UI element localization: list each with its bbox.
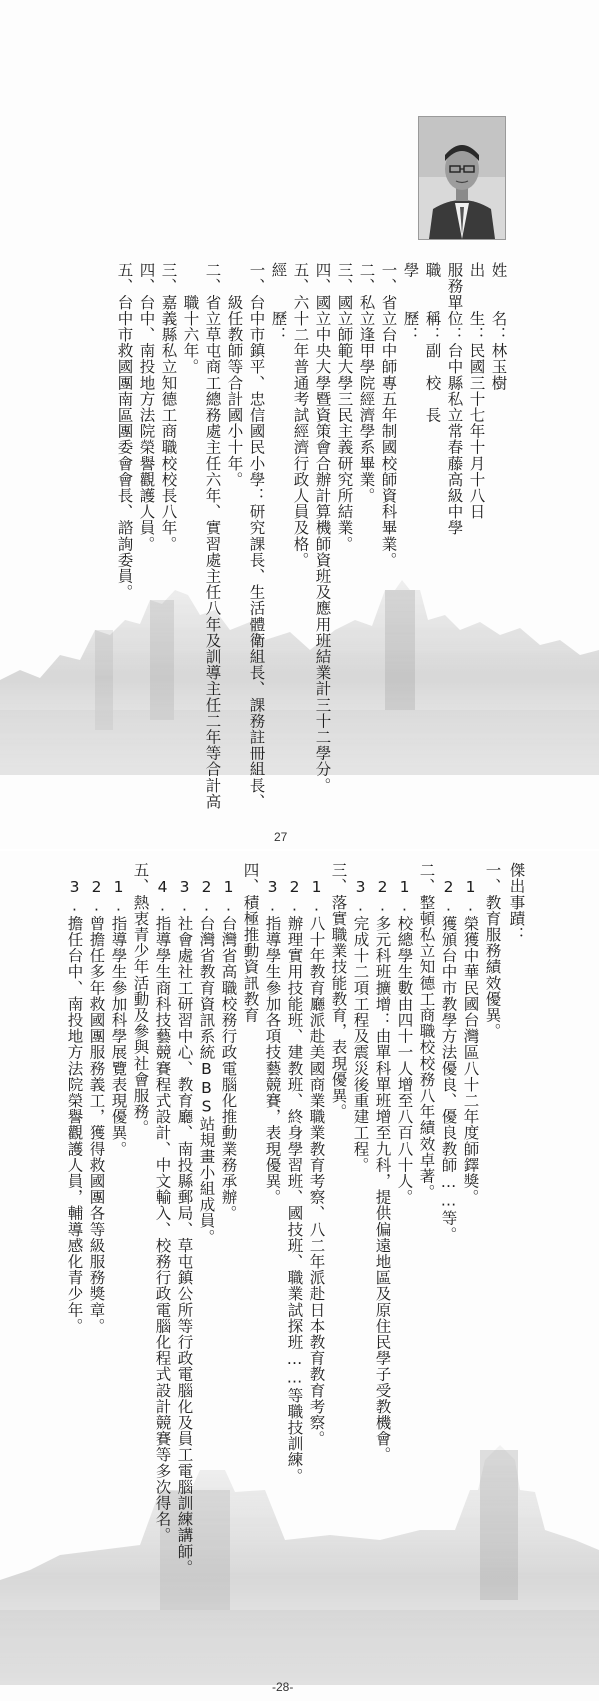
achievement-line: 五、熱衷青少年活動及參與社會服務。 [131, 862, 150, 1136]
skyline-background-image [0, 560, 599, 775]
achievement-line: 2.獲頒台中市教學方法優良、優良教師……等。 [439, 862, 458, 1243]
achievement-line: 2.台灣省教育資訊系統BBS站規畫小組成員。 [197, 862, 216, 1245]
achievement-line: 3.完成十二項工程及震災後重建工程。 [351, 862, 370, 1173]
experience-item-continued: 級任教師等合計國小十年。 [225, 262, 244, 488]
job-title-line: 職 稱：副 校 長 [423, 262, 442, 423]
achievement-line: 1.八十年教育廳派赴美國商業職業教育考察、八二年派赴日本教育教育考察。 [307, 862, 326, 1447]
page-28 [0, 850, 599, 1701]
achievement-line: 2.曾擔任多年救國團服務義工，獲得救國團各等級服務獎章。 [87, 862, 106, 1334]
achievement-line: 1.指導學生參加科學展覽表現優異。 [109, 862, 128, 1157]
education-item: 五、六十二年普通考試經濟行政人員及格。 [291, 262, 310, 568]
education-item: 一、省立台中師專五年制國校師資科畢業。 [379, 262, 398, 568]
experience-item: 二、省立草屯商工總務處主任六年、實習處主任八年及訓導主任二年等合計高 [203, 262, 222, 810]
experience-heading: 經 歷： [269, 262, 288, 343]
birth-line: 出 生：民國三十七年十月十八日 [467, 262, 486, 520]
page-number: 27 [274, 830, 288, 844]
achievement-line: 一、教育服務績效優異。 [483, 862, 502, 1040]
education-heading: 學 歷： [401, 262, 420, 343]
achievement-line: 四、積極推動資訊教育 [241, 862, 260, 1023]
achievement-line: 4.指導學生商科技藝競賽程式設計、中文輸入、校務行政電腦化程式設計競賽等多次得名。 [153, 862, 172, 1544]
achievement-line: 二、整頓私立知德工商職校校務八年績效卓著。 [417, 862, 436, 1201]
experience-item-continued: 職十六年。 [181, 262, 200, 375]
experience-item: 三、嘉義縣私立知德工商職校校長八年。 [159, 262, 178, 552]
achievement-line: 1.校總學生數由四十一人增至八百八十人。 [395, 862, 414, 1206]
page-number: -28- [272, 1680, 294, 1694]
achievement-line: 2.辦理實用技能班、建教班、終身學習班、國技班、職業試探班……等職技訓練。 [285, 862, 304, 1484]
achievement-line: 1.榮獲中華民國台灣區八十二年度師鐸獎。 [461, 862, 480, 1206]
portrait-photo [418, 116, 506, 240]
experience-item: 五、台中市救國團南區團委會會長、諮詢委員。 [115, 262, 134, 601]
education-item: 四、國立中央大學暨資策會合辦計算機師資班及應用班結業計三十二學分。 [313, 262, 332, 794]
service-unit-line: 服務單位：台中縣私立常春藤高級中學 [445, 262, 464, 536]
achievements-heading: 傑出事蹟： [507, 862, 526, 943]
education-item: 二、私立逢甲學院經濟學系畢業。 [357, 262, 376, 504]
page-27 [0, 0, 599, 850]
achievement-line: 3.擔任台中、南投地方法院榮譽觀護人員，輔導感化青少年。 [65, 862, 84, 1334]
name-line: 姓 名：林玉樹 [489, 262, 508, 391]
education-item: 三、國立師範大學三民主義研究所結業。 [335, 262, 354, 552]
achievement-line: 3.指導學生參加各項技藝競賽，表現優異。 [263, 862, 282, 1206]
experience-item: 四、台中、南投地方法院榮譽觀護人員。 [137, 262, 156, 552]
achievement-line: 3.社會處社工研習中心、教育廳、南投縣郵局、草屯鎮公所等行政電腦化及員工電腦訓練講師。 [175, 862, 194, 1576]
experience-item: 一、台中市鎮平、忠信國民小學：研究課長、生活體衛組長、課務註冊組長、 [247, 262, 266, 810]
achievement-line: 1.台灣省高職校務行政電腦化推動業務承辦。 [219, 862, 238, 1222]
achievement-line: 2.多元科班擴增：由單科單班增至九科，提供偏遠地區及原住民學子受教機會。 [373, 862, 392, 1463]
achievement-line: 三、落實職業技能教育，表現優異。 [329, 862, 348, 1120]
